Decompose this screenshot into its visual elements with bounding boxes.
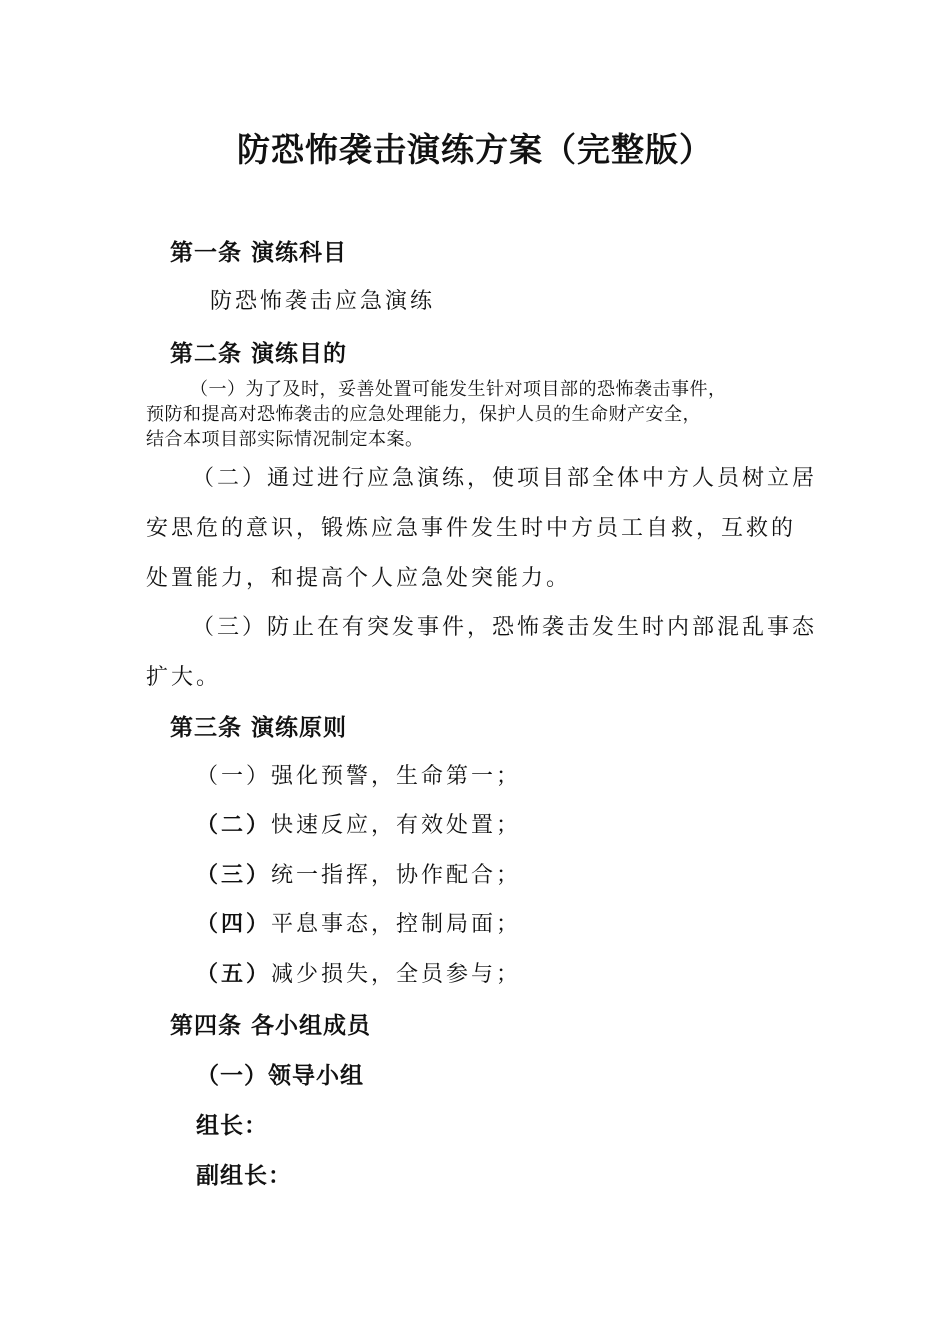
section-2-p3-line2: 扩大。 — [146, 665, 222, 690]
principle-text: 强化预警，生命第一； — [271, 764, 522, 789]
principle-number: （一） — [196, 764, 272, 789]
section-2-heading: 第二条 演练目的 — [170, 341, 348, 367]
section-2-p2-line2: 安思危的意识，锻炼应急事件发生时中方员工自救，互救的 — [146, 516, 797, 541]
section-3-heading: 第三条 演练原则 — [170, 715, 348, 741]
section-2-p2-line1: （二）通过进行应急演练，使项目部全体中方人员树立居 — [192, 466, 818, 491]
section-4-heading: 第四条 各小组成员 — [170, 1013, 372, 1039]
section-2-p1-line2: 预防和提高对恐怖袭击的应急处理能力，保护人员的生命财产安全， — [146, 404, 701, 425]
section-2-p3-line1: （三）防止在有突发事件，恐怖袭击发生时内部混乱事态 — [192, 615, 818, 640]
principle-item — [196, 957, 521, 988]
principle-item — [196, 907, 521, 938]
leader-label: 组长： — [196, 1113, 268, 1139]
principle-number: （二） — [196, 813, 272, 838]
deputy-leader-label: 副组长： — [196, 1163, 292, 1189]
principle-text: 减少损失，全员参与； — [271, 962, 522, 987]
section-2-p2-line3: 处置能力，和提高个人应急处突能力。 — [146, 566, 572, 591]
principle-item — [196, 808, 521, 839]
principle-text: 快速反应，有效处置； — [271, 813, 522, 838]
principle-number: （五） — [196, 962, 272, 987]
document-title: 防恐怖袭击演练方案（完整版） — [237, 130, 713, 169]
principle-text: 平息事态，控制局面； — [271, 912, 522, 937]
principle-item — [196, 858, 521, 889]
section-1-heading: 第一条 演练科目 — [170, 240, 348, 266]
section-4-subheading: （一）领导小组 — [196, 1063, 364, 1089]
principle-item — [196, 759, 521, 790]
principle-number: （四） — [196, 912, 272, 937]
section-2-p1-line3: 结合本项目部实际情况制定本案。 — [146, 429, 424, 450]
section-1-text: 防恐怖袭击应急演练 — [210, 289, 436, 314]
principle-number: （三） — [196, 863, 272, 888]
principle-text: 统一指挥，协作配合； — [271, 863, 522, 888]
section-2-p1-line1: （一）为了及时，妥善处置可能发生针对项目部的恐怖袭击事件， — [190, 379, 727, 400]
